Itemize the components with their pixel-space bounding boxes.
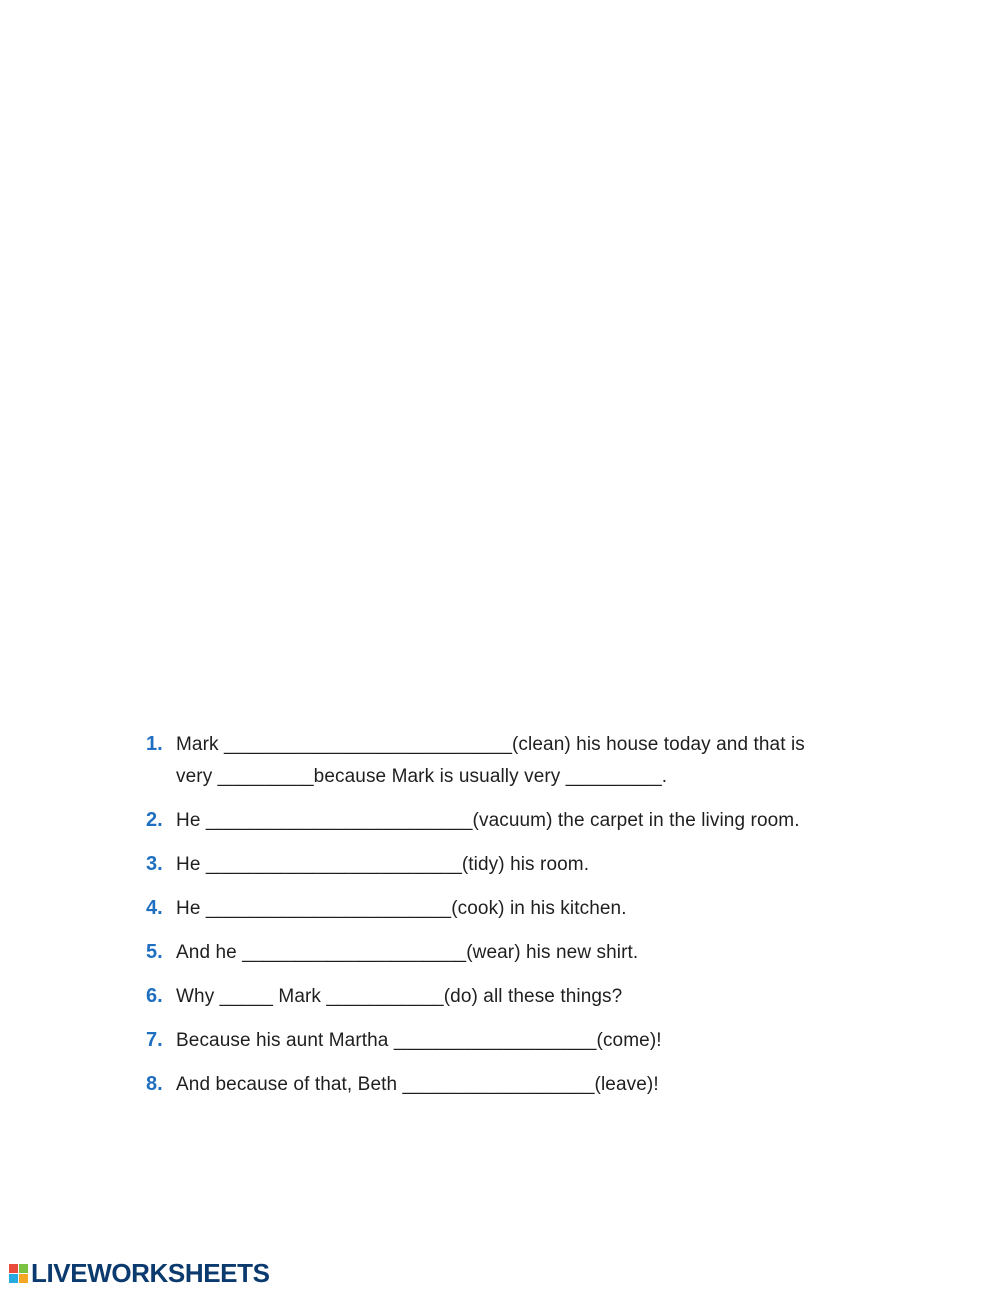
exercise-list [146, 729, 906, 1113]
logo-square-green [19, 1264, 28, 1273]
logo-square-blue [9, 1274, 18, 1283]
item-number: 3. [146, 853, 163, 875]
item-sentence: And because of that, Beth __________________(leave)! [176, 1074, 659, 1095]
item-number: 7. [146, 1029, 163, 1051]
exercise-item-4 [146, 893, 906, 925]
exercise-item-5 [146, 937, 906, 969]
item-number: 8. [146, 1073, 163, 1095]
item-number: 5. [146, 941, 163, 963]
exercise-item-6 [146, 981, 906, 1013]
exercise-item-8 [146, 1069, 906, 1101]
item-sentence: Because his aunt Martha ___________________(come)! [176, 1030, 662, 1051]
item-sentence: And he _____________________(wear) his new shirt. [176, 942, 639, 963]
item-sentence: Why _____ Mark ___________(do) all these things? [176, 986, 623, 1007]
logo-square-orange [19, 1274, 28, 1283]
item-number: 4. [146, 897, 163, 919]
logo-square-red [9, 1264, 18, 1273]
logo-text: LIVEWORKSHEETS [31, 1258, 270, 1288]
item-number: 1. [146, 733, 163, 755]
exercise-item-7 [146, 1025, 906, 1057]
item-sentence: He ________________________(tidy) his room. [176, 854, 590, 875]
item-sentence: He _______________________(cook) in his kitchen. [176, 898, 627, 919]
exercise-item-3 [146, 849, 906, 881]
item-number: 2. [146, 809, 163, 831]
exercise-item-2 [146, 805, 906, 837]
exercise-item-1 [146, 729, 906, 793]
item-number: 6. [146, 985, 163, 1007]
liveworksheets-logo-icon [9, 1264, 28, 1283]
liveworksheets-logo[interactable] [9, 1259, 270, 1287]
item-sentence: Mark ___________________________(clean) his house today and that is very _________because Mark is usually very _________. [176, 734, 805, 787]
item-sentence: He _________________________(vacuum) the carpet in the living room. [176, 810, 800, 831]
